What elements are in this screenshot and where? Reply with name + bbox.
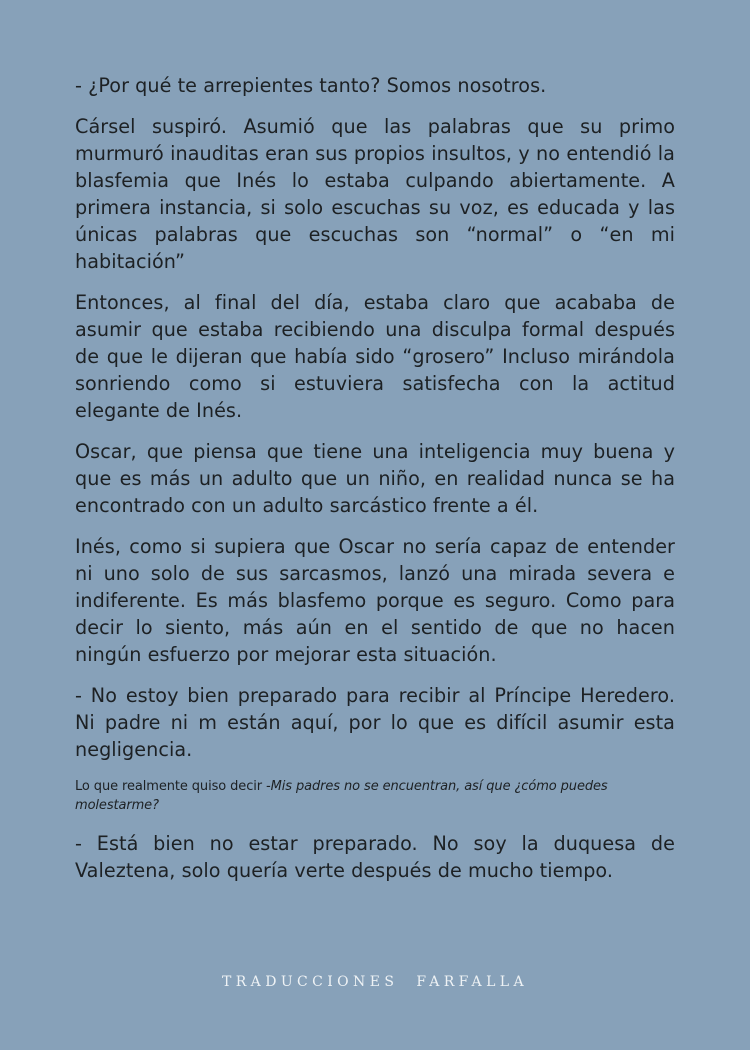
footer-word-1: TRADUCCIONES: [222, 974, 399, 990]
footer-word-2: FARFALLA: [416, 974, 528, 990]
paragraph-2: Cársel suspiró. Asumió que las palabras que su primo murmuró inauditas eran sus propios insultos, y no entendió la blasfemia que Inés lo estaba culpando abiertamente. A primera instancia, si solo escuchas su voz, es educada y las únicas palabras que escuchas son “normal” o “en mi habitación”: [75, 115, 675, 273]
note-italic: -Mis padres no se encuentran, así que ¿cómo puedes molestarme?: [75, 779, 608, 813]
paragraph-5: Inés, como si supiera que Oscar no sería capaz de entender ni uno solo de sus sarcasmos, lanzó una mirada severa e indiferente. Es más blasfemo porque es seguro. Como para decir lo siento, más aún en el sentido de que no hacen ningún esfuerzo por mejorar esta situación.: [75, 535, 675, 666]
footer-credit: [0, 974, 750, 990]
paragraph-4: Oscar, que piensa que tiene una inteligencia muy buena y que es más un adulto que un niño, en realidad nunca se ha encontrado con un adulto sarcástico frente a él.: [75, 440, 675, 517]
note-prefix: Lo que realmente quiso decir: [75, 779, 267, 794]
translator-note: [75, 777, 675, 815]
paragraph-1: - ¿Por qué te arrepientes tanto? Somos nosotros.: [75, 74, 547, 97]
paragraph-7: - Está bien no estar preparado. No soy la duquesa de Valeztena, solo quería verte después de mucho tiempo.: [75, 832, 675, 882]
page-body: [75, 72, 675, 898]
paragraph-6: - No estoy bien preparado para recibir al Príncipe Heredero. Ni padre ni m están aquí, por lo que es difícil asumir esta negligencia.: [75, 684, 675, 761]
paragraph-3: Entonces, al final del día, estaba claro que acababa de asumir que estaba recibiendo una disculpa formal después de que le dijeran que había sido “grosero” Incluso mirándola sonriendo como si estuviera satisfecha con la actitud elegante de Inés.: [75, 291, 675, 422]
